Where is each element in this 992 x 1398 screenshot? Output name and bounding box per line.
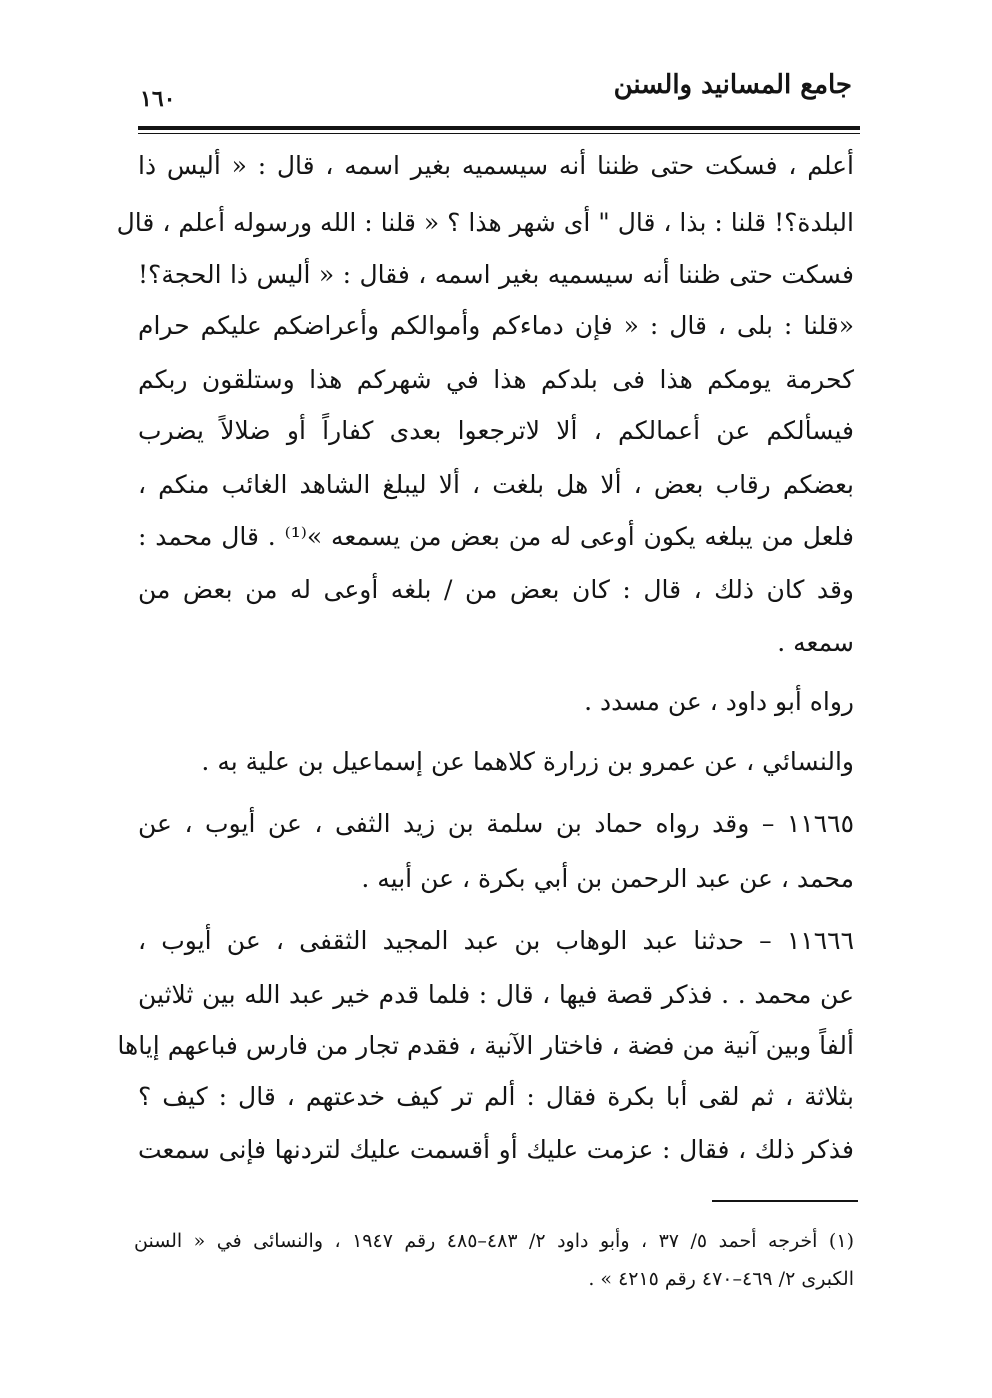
footnote-line: (١) أخرجه أحمد ٥/ ٣٧ ، وأبو داود ٢/ ٤٨٣–٤٨٥ رقم ١٩٤٧ ، والنسائى في « السنن [134, 1230, 854, 1252]
body-line: أعلم ، فسكت حتى ظننا أنه سيسميه بغير اسمه ، قال : « أليس ذا [138, 151, 854, 180]
body-line: ألفاً وبين آنية من فضة ، فاختار الآنية ، فقدم تجار من فارس فباعهم إياها [117, 1031, 854, 1060]
footnote-rule [712, 1200, 858, 1202]
body-line: فيسألكم عن أعمالكم ، ألا لاترجعوا بعدى كفاراً أو ضلالاً يضرب [138, 416, 854, 445]
body-line: محمد ، عن عبد الرحمن بن أبي بكرة ، عن أبيه . [361, 864, 854, 893]
header-rule [138, 126, 860, 130]
body-line: فلعل من يبلغه يكون أوعى له من بعض من يسمعه »⁽¹⁾ . قال محمد : [138, 522, 854, 551]
running-title: جامع المسانيد والسنن [613, 70, 852, 100]
header-rule-thin [138, 133, 860, 134]
body-line: البلدة؟! قلنا : بذا ، قال " أى شهر هذا ؟ « قلنا : الله ورسوله أعلم ، قال [116, 208, 854, 237]
body-line: عن محمد . . فذكر قصة فيها ، قال : فلما قدم خير عبد الله بين ثلاثين [138, 980, 854, 1009]
body-line: بثلاثة ، ثم لقى أبا بكرة فقال : ألم تر كيف خدعتهم ، قال : كيف ؟ [138, 1082, 854, 1111]
body-line: والنسائي ، عن عمرو بن زرارة كلاهما عن إسماعيل بن علية به . [201, 747, 854, 776]
body-line: ١١٦٦٦ – حدثنا عبد الوهاب بن عبد المجيد الثقفى ، عن أيوب ، [138, 926, 854, 955]
body-line: وقد كان ذلك ، قال : كان بعض من / بلغه أوعى له من بعض من [138, 575, 854, 604]
footnote-line: الكبرى ٢/ ٤٦٩–٤٧٠ رقم ٤٢١٥ » . [588, 1268, 854, 1290]
body-line: ١١٦٦٥ – وقد رواه حماد بن سلمة بن زيد الثفى ، عن أيوب ، عن [138, 809, 854, 838]
body-line: كحرمة يومكم هذا فى بلدكم هذا في شهركم هذا وستلقون ربكم [138, 365, 854, 394]
body-line: فسكت حتى ظننا أنه سيسميه بغير اسمه ، فقال : « أليس ذا الحجة؟! [138, 260, 854, 289]
body-line: سمعه . [777, 628, 854, 657]
body-line: فذكر ذلك ، فقال : عزمت عليك أو أقسمت عليك لتردنها فإنى سمعت [138, 1135, 854, 1164]
body-line: «قلنا : بلى ، قال : « فإن دماءكم وأموالكم وأعراضكم عليكم حرام [138, 311, 854, 340]
body-line: رواه أبو داود ، عن مسدد . [584, 687, 854, 716]
page-number: ١٦٠ [140, 86, 176, 112]
body-line: بعضكم رقاب بعض ، ألا هل بلغت ، ألا ليبلغ الشاهد الغائب منكم ، [138, 470, 854, 499]
